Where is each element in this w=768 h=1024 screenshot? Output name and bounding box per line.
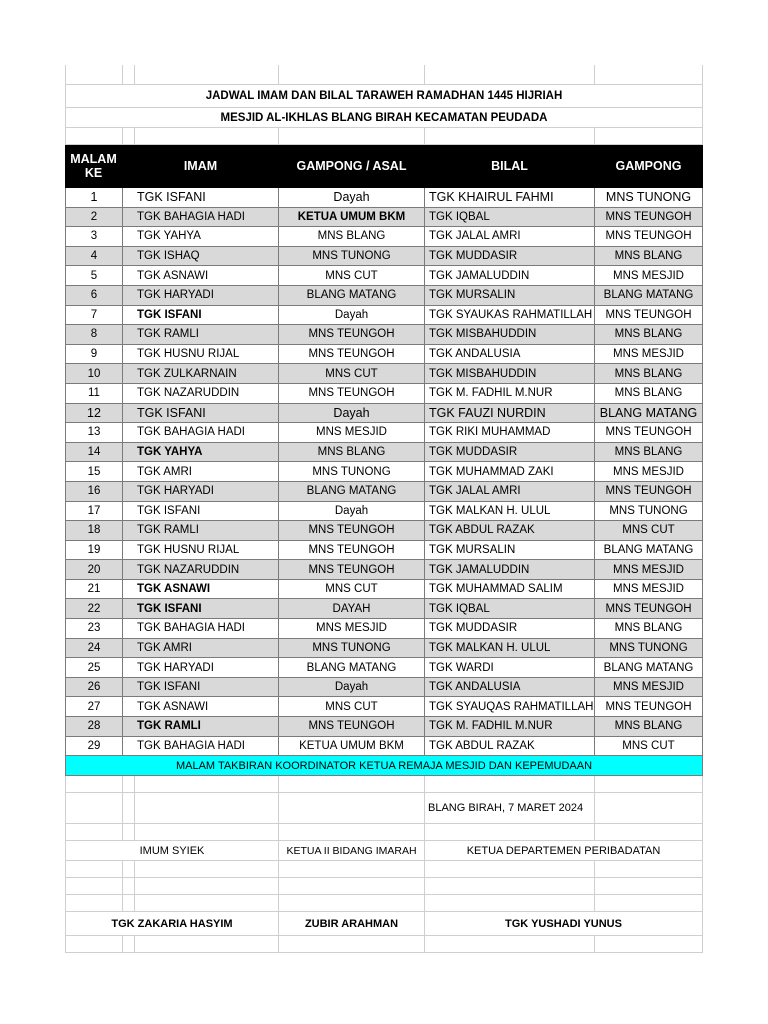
cell-gampong[interactable]: MNS TEUNGOH [595, 482, 703, 502]
cell[interactable] [123, 936, 135, 953]
cell-malam-ke[interactable]: 3 [65, 227, 123, 247]
table-row [65, 188, 703, 208]
cell[interactable] [279, 776, 425, 793]
cell-imam[interactable]: TGK ISFANI [123, 502, 279, 522]
cell-bilal[interactable]: TGK WARDI [425, 658, 595, 678]
cell-gampong[interactable]: BLANG MATANG [595, 286, 703, 306]
cell-imam[interactable]: TGK AMRI [123, 462, 279, 482]
cell-gampong-asal[interactable]: Dayah [279, 404, 425, 424]
cell-gampong[interactable]: MNS TEUNGOH [595, 306, 703, 326]
cell-gampong-asal[interactable]: Dayah [279, 306, 425, 326]
signatory-name-3: TGK YUSHADI YUNUS [425, 912, 703, 936]
cell[interactable] [279, 861, 425, 878]
cell[interactable] [425, 895, 595, 912]
cell-malam-ke[interactable]: 15 [65, 462, 123, 482]
cell-imam[interactable]: TGK ISHAQ [123, 247, 279, 267]
cell-imam[interactable]: TGK HUSNU RIJAL [123, 345, 279, 365]
cell-bilal[interactable]: TGK SYAUKAS RAHMATILLAH [425, 306, 595, 326]
cell-imam[interactable]: TGK BAHAGIA HADI [123, 619, 279, 639]
cell[interactable] [135, 128, 279, 145]
cell-malam-ke[interactable]: 10 [65, 364, 123, 384]
cell-malam-ke[interactable]: 9 [65, 345, 123, 365]
cell-bilal[interactable]: TGK MALKAN H. ULUL [425, 639, 595, 659]
cell-imam[interactable]: TGK ISFANI [123, 678, 279, 698]
cell-bilal[interactable]: TGK MISBAHUDDIN [425, 364, 595, 384]
cell-gampong-asal[interactable]: Dayah [279, 502, 425, 522]
cell-gampong-asal[interactable]: MNS TEUNGOH [279, 560, 425, 580]
cell-gampong-asal[interactable]: MNS CUT [279, 697, 425, 717]
cell-bilal[interactable]: TGK JALAL AMRI [425, 227, 595, 247]
signatory-title-3: KETUA DEPARTEMEN PERIBADATAN [425, 841, 703, 861]
cell-gampong[interactable]: MNS BLANG [595, 619, 703, 639]
cell-malam-ke[interactable]: 28 [65, 717, 123, 737]
table-row [65, 208, 703, 228]
date-row [65, 793, 703, 824]
header-gampong-asal: GAMPONG / ASAL [279, 145, 425, 188]
table-row [65, 247, 703, 267]
cell-malam-ke[interactable]: 20 [65, 560, 123, 580]
blank-row [65, 861, 703, 878]
cell-gampong[interactable]: MNS TEUNGOH [595, 227, 703, 247]
cell[interactable] [279, 65, 425, 85]
cell-imam[interactable]: TGK ASNAWI [123, 266, 279, 286]
blank-row [65, 936, 703, 953]
cell-gampong-asal[interactable]: KETUA UMUM BKM [279, 737, 425, 757]
cell-gampong[interactable]: BLANG MATANG [595, 541, 703, 561]
cell[interactable] [123, 895, 135, 912]
cell-malam-ke[interactable]: 16 [65, 482, 123, 502]
cell-gampong-asal[interactable]: BLANG MATANG [279, 286, 425, 306]
cell-malam-ke[interactable]: 1 [65, 188, 123, 208]
header-bilal: BILAL [425, 145, 595, 188]
cell-imam[interactable]: TGK ISFANI [123, 599, 279, 619]
table-row [65, 364, 703, 384]
cell-malam-ke[interactable]: 27 [65, 697, 123, 717]
cell-imam[interactable]: TGK RAMLI [123, 325, 279, 345]
cell[interactable] [595, 128, 703, 145]
cell-imam[interactable]: TGK ISFANI [123, 306, 279, 326]
cell-malam-ke[interactable]: 14 [65, 443, 123, 463]
cell-bilal[interactable]: TGK M. FADHIL M.NUR [425, 384, 595, 404]
cell-gampong[interactable]: MNS MESJID [595, 580, 703, 600]
takbiran-note: MALAM TAKBIRAN KOORDINATOR KETUA REMAJA MESJID DAN KEPEMUDAAN [65, 756, 703, 776]
cell-bilal[interactable]: TGK SYAUQAS RAHMATILLAH [425, 697, 595, 717]
cell[interactable] [595, 878, 703, 895]
cell-bilal[interactable]: TGK ABDUL RAZAK [425, 737, 595, 757]
table-row [65, 482, 703, 502]
signatory-names-row [65, 912, 703, 936]
cell-gampong[interactable]: MNS BLANG [595, 247, 703, 267]
cell-imam[interactable]: TGK ZULKARNAIN [123, 364, 279, 384]
cell-imam[interactable]: TGK HARYADI [123, 286, 279, 306]
cell-gampong-asal[interactable]: MNS MESJID [279, 619, 425, 639]
table-row [65, 423, 703, 443]
cell[interactable] [65, 128, 123, 145]
cell-bilal[interactable]: TGK MUDDASIR [425, 443, 595, 463]
cell-bilal[interactable]: TGK FAUZI NURDIN [425, 404, 595, 424]
blank-row [65, 824, 703, 841]
table-row [65, 737, 703, 757]
table-row [65, 658, 703, 678]
cell[interactable] [595, 824, 703, 841]
cell-bilal[interactable]: TGK KHAIRUL FAHMI [425, 188, 595, 208]
cell[interactable] [123, 776, 135, 793]
cell-bilal[interactable]: TGK IQBAL [425, 599, 595, 619]
cell-malam-ke[interactable]: 18 [65, 521, 123, 541]
table-row [65, 227, 703, 247]
table-row [65, 443, 703, 463]
blank-row [65, 776, 703, 793]
cell-malam-ke[interactable]: 6 [65, 286, 123, 306]
cell-imam[interactable]: TGK YAHYA [123, 443, 279, 463]
cell[interactable] [135, 861, 279, 878]
table-row [65, 678, 703, 698]
header-malam-ke: MALAM KE [65, 145, 123, 188]
cell-imam[interactable]: TGK RAMLI [123, 717, 279, 737]
cell[interactable] [135, 65, 279, 85]
cell-gampong-asal[interactable]: MNS CUT [279, 266, 425, 286]
blank-row [65, 65, 703, 85]
cell-imam[interactable]: TGK BAHAGIA HADI [123, 737, 279, 757]
header-imam: IMAM [123, 145, 279, 188]
table-body [65, 188, 703, 756]
header-gampong: GAMPONG [595, 145, 703, 188]
table-row [65, 521, 703, 541]
cell-gampong-asal[interactable]: MNS CUT [279, 364, 425, 384]
cell-bilal[interactable]: TGK MUHAMMAD SALIM [425, 580, 595, 600]
note-row [65, 756, 703, 776]
signatory-name-2: ZUBIR ARAHMAN [279, 912, 425, 936]
cell[interactable] [135, 824, 279, 841]
cell[interactable] [595, 861, 703, 878]
table-row [65, 462, 703, 482]
schedule-sheet [65, 65, 703, 953]
cell-imam[interactable]: TGK ASNAWI [123, 697, 279, 717]
table-row [65, 717, 703, 737]
cell-gampong-asal[interactable]: KETUA UMUM BKM [279, 208, 425, 228]
cell-gampong-asal[interactable]: MNS TUNONG [279, 462, 425, 482]
cell-gampong-asal[interactable]: MNS TEUNGOH [279, 384, 425, 404]
cell[interactable] [279, 878, 425, 895]
cell-gampong[interactable]: BLANG MATANG [595, 404, 703, 424]
cell-bilal[interactable]: TGK ABDUL RAZAK [425, 521, 595, 541]
cell-bilal[interactable]: TGK JAMALUDDIN [425, 266, 595, 286]
cell[interactable] [65, 878, 123, 895]
cell-gampong[interactable]: MNS TEUNGOH [595, 423, 703, 443]
cell-gampong[interactable]: MNS TEUNGOH [595, 697, 703, 717]
cell-imam[interactable]: TGK AMRI [123, 639, 279, 659]
cell-imam[interactable]: TGK ASNAWI [123, 580, 279, 600]
cell-gampong-asal[interactable]: DAYAH [279, 599, 425, 619]
cell-gampong[interactable]: MNS TUNONG [595, 188, 703, 208]
cell-imam[interactable]: TGK NAZARUDDIN [123, 560, 279, 580]
title-row [65, 85, 703, 108]
cell-gampong-asal[interactable]: Dayah [279, 188, 425, 208]
cell-imam[interactable]: TGK RAMLI [123, 521, 279, 541]
cell[interactable] [135, 878, 279, 895]
cell-malam-ke[interactable]: 4 [65, 247, 123, 267]
table-row [65, 580, 703, 600]
signatory-title-1: IMUM SYIEK [65, 841, 279, 861]
cell-imam[interactable]: TGK BAHAGIA HADI [123, 208, 279, 228]
cell[interactable] [425, 824, 595, 841]
cell-bilal[interactable]: TGK M. FADHIL M.NUR [425, 717, 595, 737]
cell-malam-ke[interactable]: 23 [65, 619, 123, 639]
cell-bilal[interactable]: TGK MUHAMMAD ZAKI [425, 462, 595, 482]
cell-malam-ke[interactable]: 19 [65, 541, 123, 561]
cell[interactable] [595, 895, 703, 912]
cell[interactable] [595, 793, 703, 824]
cell[interactable] [595, 65, 703, 85]
cell-bilal[interactable]: TGK IQBAL [425, 208, 595, 228]
cell-malam-ke[interactable]: 21 [65, 580, 123, 600]
cell-bilal[interactable]: TGK MURSALIN [425, 541, 595, 561]
cell[interactable] [65, 824, 123, 841]
place-date: BLANG BIRAH, 7 MARET 2024 [425, 793, 595, 824]
cell-malam-ke[interactable]: 26 [65, 678, 123, 698]
cell-bilal[interactable]: TGK RIKI MUHAMMAD [425, 423, 595, 443]
cell-gampong-asal[interactable]: MNS MESJID [279, 423, 425, 443]
cell-gampong[interactable]: MNS BLANG [595, 443, 703, 463]
table-row [65, 619, 703, 639]
signatory-titles-row [65, 841, 703, 861]
document-subtitle: MESJID AL-IKHLAS BLANG BIRAH KECAMATAN PEUDADA [65, 108, 703, 128]
cell-bilal[interactable]: TGK MURSALIN [425, 286, 595, 306]
cell[interactable] [123, 128, 135, 145]
cell-gampong-asal[interactable]: MNS TEUNGOH [279, 345, 425, 365]
cell[interactable] [279, 824, 425, 841]
cell-gampong-asal[interactable]: MNS TEUNGOH [279, 717, 425, 737]
cell[interactable] [135, 793, 279, 824]
cell[interactable] [425, 861, 595, 878]
cell[interactable] [65, 65, 123, 85]
cell[interactable] [595, 776, 703, 793]
cell-malam-ke[interactable]: 17 [65, 502, 123, 522]
cell-malam-ke[interactable]: 5 [65, 266, 123, 286]
cell-gampong-asal[interactable]: MNS CUT [279, 580, 425, 600]
cell-gampong[interactable]: MNS TUNONG [595, 639, 703, 659]
cell[interactable] [425, 776, 595, 793]
signatory-name-1: TGK ZAKARIA HASYIM [65, 912, 279, 936]
blank-row [65, 878, 703, 895]
cell-malam-ke[interactable]: 12 [65, 404, 123, 424]
cell-gampong[interactable]: MNS MESJID [595, 266, 703, 286]
cell-gampong-asal[interactable]: MNS BLANG [279, 227, 425, 247]
table-row [65, 404, 703, 424]
cell-gampong-asal[interactable]: MNS BLANG [279, 443, 425, 463]
cell-malam-ke[interactable]: 11 [65, 384, 123, 404]
cell-gampong[interactable]: MNS CUT [595, 737, 703, 757]
table-row [65, 384, 703, 404]
cell-gampong[interactable]: MNS MESJID [595, 560, 703, 580]
subtitle-row [65, 108, 703, 128]
cell[interactable] [123, 793, 135, 824]
cell-gampong[interactable]: MNS BLANG [595, 364, 703, 384]
cell-gampong[interactable]: MNS BLANG [595, 384, 703, 404]
cell[interactable] [425, 878, 595, 895]
cell[interactable] [65, 776, 123, 793]
cell[interactable] [279, 895, 425, 912]
cell-malam-ke[interactable]: 24 [65, 639, 123, 659]
cell-malam-ke[interactable]: 25 [65, 658, 123, 678]
cell[interactable] [65, 895, 123, 912]
cell-bilal[interactable]: TGK MUDDASIR [425, 619, 595, 639]
cell[interactable] [135, 936, 279, 953]
table-row [65, 639, 703, 659]
cell-bilal[interactable]: TGK MISBAHUDDIN [425, 325, 595, 345]
cell-gampong-asal[interactable]: BLANG MATANG [279, 482, 425, 502]
cell-gampong-asal[interactable]: MNS TEUNGOH [279, 325, 425, 345]
table-header [65, 145, 703, 188]
cell-bilal[interactable]: TGK MUDDASIR [425, 247, 595, 267]
cell-malam-ke[interactable]: 29 [65, 737, 123, 757]
cell[interactable] [123, 878, 135, 895]
cell-gampong[interactable]: MNS BLANG [595, 717, 703, 737]
cell-bilal[interactable]: TGK ANDALUSIA [425, 345, 595, 365]
cell-gampong-asal[interactable]: Dayah [279, 678, 425, 698]
cell-bilal[interactable]: TGK JAMALUDDIN [425, 560, 595, 580]
cell-malam-ke[interactable]: 22 [65, 599, 123, 619]
cell-malam-ke[interactable]: 8 [65, 325, 123, 345]
table-row [65, 266, 703, 286]
table-row [65, 541, 703, 561]
cell-malam-ke[interactable]: 7 [65, 306, 123, 326]
document-title: JADWAL IMAM DAN BILAL TARAWEH RAMADHAN 1445 HIJRIAH [65, 85, 703, 108]
cell[interactable] [65, 936, 123, 953]
cell[interactable] [425, 128, 595, 145]
table-row [65, 599, 703, 619]
cell-gampong-asal[interactable]: MNS TUNONG [279, 639, 425, 659]
cell[interactable] [135, 776, 279, 793]
cell-gampong[interactable]: MNS CUT [595, 521, 703, 541]
cell[interactable] [595, 936, 703, 953]
cell-gampong[interactable]: MNS TUNONG [595, 502, 703, 522]
blank-row [65, 895, 703, 912]
cell-bilal[interactable]: TGK ANDALUSIA [425, 678, 595, 698]
cell-imam[interactable]: TGK BAHAGIA HADI [123, 423, 279, 443]
cell-imam[interactable]: TGK HUSNU RIJAL [123, 541, 279, 561]
cell[interactable] [425, 65, 595, 85]
cell-imam[interactable]: TGK YAHYA [123, 227, 279, 247]
cell-gampong[interactable]: MNS MESJID [595, 678, 703, 698]
cell-imam[interactable]: TGK ISFANI [123, 404, 279, 424]
table-row [65, 697, 703, 717]
cell[interactable] [123, 824, 135, 841]
table-row [65, 325, 703, 345]
cell-malam-ke[interactable]: 2 [65, 208, 123, 228]
cell-gampong[interactable]: BLANG MATANG [595, 658, 703, 678]
cell[interactable] [65, 861, 123, 878]
cell-bilal[interactable]: TGK MALKAN H. ULUL [425, 502, 595, 522]
cell[interactable] [123, 65, 135, 85]
table-row [65, 560, 703, 580]
cell-gampong[interactable]: MNS MESJID [595, 462, 703, 482]
cell-gampong[interactable]: MNS TEUNGOH [595, 599, 703, 619]
table-row [65, 502, 703, 522]
signatory-title-2: KETUA II BIDANG IMARAH [279, 841, 425, 861]
blank-row [65, 128, 703, 145]
cell-imam[interactable]: TGK ISFANI [123, 188, 279, 208]
cell-gampong-asal[interactable]: MNS TEUNGOH [279, 541, 425, 561]
cell[interactable] [123, 861, 135, 878]
cell[interactable] [279, 936, 425, 953]
cell-gampong[interactable]: MNS MESJID [595, 345, 703, 365]
cell-imam[interactable]: TGK HARYADI [123, 482, 279, 502]
cell[interactable] [279, 128, 425, 145]
cell-gampong[interactable]: MNS TEUNGOH [595, 208, 703, 228]
table-row [65, 306, 703, 326]
cell-gampong-asal[interactable]: MNS TUNONG [279, 247, 425, 267]
cell-malam-ke[interactable]: 13 [65, 423, 123, 443]
cell[interactable] [425, 936, 595, 953]
cell-imam[interactable]: TGK HARYADI [123, 658, 279, 678]
cell-gampong[interactable]: MNS BLANG [595, 325, 703, 345]
table-row [65, 286, 703, 306]
cell-bilal[interactable]: TGK JALAL AMRI [425, 482, 595, 502]
cell[interactable] [279, 793, 425, 824]
cell[interactable] [65, 793, 123, 824]
cell-gampong-asal[interactable]: BLANG MATANG [279, 658, 425, 678]
cell-gampong-asal[interactable]: MNS TEUNGOH [279, 521, 425, 541]
table-row [65, 345, 703, 365]
cell-imam[interactable]: TGK NAZARUDDIN [123, 384, 279, 404]
cell[interactable] [135, 895, 279, 912]
